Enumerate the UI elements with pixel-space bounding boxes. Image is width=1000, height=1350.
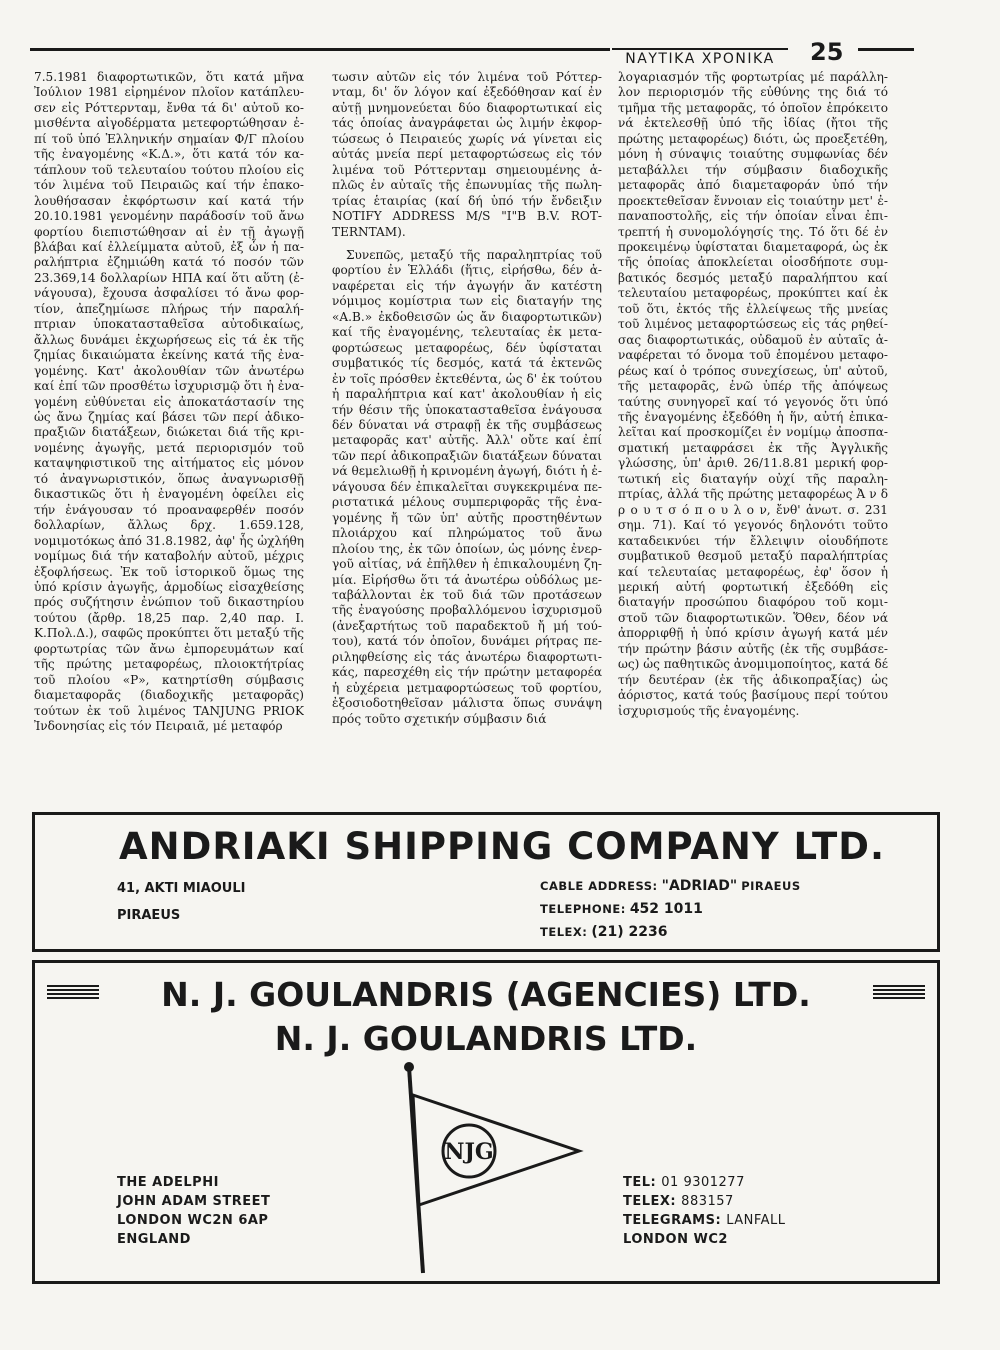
london-contacts — [623, 1173, 786, 1249]
paragraph: τωσιν αὐτῶν εἰς τόν λιμένα τοῦ Ρόττερνταμ, δι' ὅν λόγον καί ἐξεδόθησαν καί ἐν αὐτῇ μνημονεύεται δύο διαφορτωτικαί εἰς τάς ὁποίας ἀναγράφεται ὡς λιμήν ἐκφορτώσεως ὁ Πειραιεύς χωρίς νά γίνεται εἰς αὐτάς μνεία περί μεταφορτώσεως εἰς τόν λιμένα τοῦ Ρόττερνταμ σημειουμένης ἁπλῶς ἐν αὐταῖς τῆς ἐπωνυμίας τῆς πωλητρίας ἑταιρίας (καί δή ὑπό τήν ἔνδειξιν NOTIFY ADDRESS M/S "I"B B.V. ROTTERNTAM). — [332, 70, 602, 239]
header-rule-right — [858, 48, 914, 51]
telex-value: (21) 2236 — [591, 924, 668, 940]
london-address — [117, 1173, 270, 1249]
telex — [540, 921, 801, 944]
telegrams — [623, 1211, 786, 1230]
address-line: ENGLAND — [117, 1232, 191, 1247]
masthead: ΝΑΥΤΙΚΑ ΧΡΟΝΙΚΑ — [625, 51, 775, 67]
company-subtitle: N. J. GOULANDRIS LTD. — [274, 1019, 698, 1058]
address-line: THE ADELPHI — [117, 1175, 219, 1190]
tel-value: 01 9301277 — [661, 1175, 745, 1190]
telegrams-city: LONDON WC2 — [623, 1232, 728, 1247]
page-number: 25 — [810, 38, 844, 66]
telegrams-value: LANFALL — [726, 1213, 786, 1228]
cable-value: "ADRIAD" — [661, 878, 738, 894]
article-column-1 — [34, 70, 304, 810]
cable-city: PIRAEUS — [741, 879, 801, 893]
paragraph: Συνεπῶς, μεταξύ τῆς παραληπτρίας τοῦ φορτίου ἐν Ἑλλάδι (ἥτις, εἰρήσθω, δέν ἀναφέρεται εἰς τήν ἀγωγήν ἄν κατέστη νόμιμος κομίστρια των εἰς διαταγήν της «Α.Β.» ἐκδοθεισῶν ὡς ἄν διαφορτωτικῶν) καί τῆς ἐναγομένης, τελευταίας ἐκ μεταφορτώσεως μεταφορέως, δέν ὑφίσταται συμβατικός τίς δεσμός, κατά τά ἐκτενῶς ἐν τοῖς πρόσθεν ἐκτεθέντα, ὡς δ' ἐκ τούτου ἡ παραλήπτρια καί κατ' ἀκολουθίαν ἡ εἰς τήν θέσιν τῆς ὑποκατασταθεῖσα ἐνάγουσα δέν δύναται νά στραφῇ ἐκ τῆς συμβάσεως μεταφορᾶς κατ' αὐτῆς. Ἀλλ' οὔτε καί ἐπί τῶν περί ἀδικοπραξιῶν διατάξεων δύναται νά θεμελιωθῇ ἡ κρινομένη ἀγωγή, διότι ἡ ἐνάγουσα δέν ἐπικαλεῖται συγκεκριμένα περιστατικά μέλους συμπεριφορᾶς τῆς ἐναγομένης ἤ τῶν ὑπ' αὐτῆς προστηθέντων πλοιάρχου καί πληρώματος τοῦ ἄνω πλοίου της, ἐκ τῶν ὁποίων, ὡς μόνης ἐνεργοῦ αἰτίας, νά ἐπῆλθεν ἡ ἐπικαλουμένη ζημία. Εἰρήσθω ὅτι τά ἀνωτέρω οὐδόλως μεταβάλλονται ἐκ τοῦ διά τῶν προτάσεων τῆς ἐναγούσης προβαλλόμενου ἰσχυρισμοῦ (ἀνεξαρτήτως τοῦ παραδεκτοῦ ἤ μή τούτου), κατά τόν ὁποῖον, δυνάμει ρήτρας περιληφθείσης εἰς τάς ἀνωτέρω διαφορτωτικάς, παρεσχέθη εἰς τήν πρώτην μεταφορέα ἡ εὐχέρεια μετμαφορτώσεως τοῦ φορτίου, ἐξοσιοδοτηθεῖσαν μάλιστα ὅπως συνάψη πρός τοῦτο σχετικήν σύμβασιν διά — [332, 247, 602, 726]
company-name: ANDRIAKI SHIPPING COMPANY LTD. — [119, 825, 886, 868]
tel — [623, 1173, 786, 1192]
telephone — [540, 898, 801, 921]
cable-address — [540, 875, 801, 898]
telephone-label: TELEPHONE: — [540, 902, 626, 916]
telegrams-label: TELEGRAMS: — [623, 1213, 722, 1228]
article-column-3 — [618, 70, 888, 810]
address-line: 41, AKTI MIAOULI — [117, 881, 246, 896]
paragraph: 7.5.1981 διαφορτωτικῶν, ὅτι κατά μῆνα Ἰούλιον 1981 εἰρημένον πλοῖον κατάπλευσεν εἰς Ρόττερνταμ, ἔνθα τά δι' αὐτοῦ κομισθέντα αἰγοδέρματα μετεφορτώθησαν ἐπί τοῦ ὑπό Ἑλληνικήν σημαίαν Φ/Γ πλοίου τῆς ἐναγομένης «Κ.Δ.», ὅτι κατά τόν κατάπλουν τοῦ τελευταίου τούτου πλοίου εἰς τόν λιμένα τοῦ Πειραιῶς καί τήν ἐπακολουθήσασαν ἐκφόρτωσιν καί κατά τήν 20.10.1981 γενομένην παράδοσίν τοῦ ἄνω φορτίου διεπιστώθησαν αἱ ἐν τῇ ἀγωγῇ βλάβαι καί ἐλλείμματα αὐτοῦ, ἐξ ὧν ἡ παραλήπτρια ἐζημιώθη κατά τό ποσόν τῶν 23.369,14 δολλαρίων ΗΠΑ καί ὅτι αὕτη (ἐνάγουσα), ἔχουσα ἀσφαλίσει τό ἄνω φορτίον, ἀπεζημίωσε πλήρως τήν παραλήπτριαν ὑποκατασταθεῖσα αὐτοδικαίως, ἄλλως δυνάμει ἐκχωρήσεως εἰς τά ἐκ τῆς ζημίας δικαιώματα ἐκείνης κατά τῆς ἐναγομένης. Κατ' ἀκολουθίαν τῶν ἀνωτέρω καί ἐπί τῶν προσθέτω ἰσχυρισμῷ ὅτι ἡ ἐναγομένη εὐθύνεται εἰς ἀποκατάστασίν της ὡς ἄνω ζημίας καί βάσει τῶν περί ἀδικοπραξιῶν διατάξεων, διώκεται διά τῆς κρινομένης ἀγωγῆς, μετά περιορισμόν τοῦ καταψηφιστικοῦ της αἰτήματος εἰς μόνον τό ἀναγνωριστικόν, ὅπως ἀναγνωρισθῇ δικαστικῶς ὅτι ἡ ἐναγομένη ὀφείλει εἰς τήν ἐνάγουσαν τό προαναφερθέν ποσόν δολλαρίων, ἄλλως δρχ. 1.659.128, νομιμοτόκως ἀπό 31.8.1982, ἀφ' ἧς ὡχλήθη νομίμως διά τήν καταβολήν αὐτοῦ, μέχρις ἐξοφλήσεως. Ἐκ τοῦ ἱστορικοῦ ὅμως της ὑπό κρίσιν ἀγωγῆς, ἁρμοδίως εἰσαχθείσης πρός συζήτησιν ἐνώπιον τοῦ δικαστηρίου τούτου (ἄρθρ. 18,25 παρ. 2,40 παρ. Ι. Κ.Πολ.Δ.), σαφῶς προκύπτει ὅτι μεταξύ τῆς φορτωτρίας τῶν ἄνω ἐμπορευμάτων καί τῆς πρώτης μεταφορέως, πλοιοκτήτρίας τοῦ πλοίου «Ρ», κατηρτίσθη σύμβασις διαμεταφορᾶς (διαδοχικῆς μεταφορᾶς) τούτων ἐκ τοῦ λιμένος TANJUNG PRIOK Ἰνδονησίας εἰς τόν Πειραιᾶ, μέ μεταφόρ — [34, 70, 304, 734]
telex-value: 883157 — [681, 1194, 734, 1209]
company-title: N. J. GOULANDRIS (AGENCIES) LTD. — [161, 975, 811, 1014]
article-column-2 — [332, 70, 602, 810]
address-line: PIRAEUS — [117, 908, 181, 923]
telex-label: TELEX: — [623, 1194, 677, 1209]
goulandris-advertisement — [32, 960, 940, 1284]
address-line: JOHN ADAM STREET — [117, 1194, 271, 1209]
company-address — [117, 875, 245, 929]
house-flag-icon — [391, 1055, 591, 1275]
telex — [623, 1192, 786, 1211]
flag-monogram: NJG — [444, 1139, 494, 1165]
company-contacts — [540, 875, 801, 944]
header-rule-middle — [612, 48, 788, 50]
paragraph: λογαριασμόν τῆς φορτωτρίας μέ παράλληλον περιορισμόν τῆς εὐθύνης της διά τό τμῆμα τῆς μεταφορᾶς, τό ὁποῖον ἐπρόκειτο νά ἐκτελεσθῇ ὑπό τῆς ἰδίας (ἤτοι τῆς πρώτης μεταφορέως) διότι, ὡς προεξετέθη, μόνη ἡ σύναψις τοιαύτης συμφωνίας δέν μεταβάλλει τήν σύμβασιν διαδοχικῆς μεταφορᾶς ἀπό διαμεταφοράν ὑπό τήν προεκτεθεῖσαν ἔννοιαν εἰς τοιαύτην μετ' ἐπαναποστολῆς, εἰς τήν ὁποίαν εἶναι ἐπιτρεπτή ἡ συνομολόγησίς της. Τό ὅτι δέ ἐν προκειμένῳ ὑφίσταται διαμεταφορά, ὡς ἐκ τῆς ὁποίας ἀποκλείεται οἱοσδήποτε συμβατικός δεσμός μεταξύ παραλήπτου καί τελευταίου μεταφορέως, προκύπτει καί ἐκ τοῦ ὅτι, ἐκτός τῆς ἐλλείψεως τῆς μνείας τοῦ λιμένος μεταφορτώσεως εἰς τάς ρηθείσας διαφορτωτικάς, οὐδαμοῦ ἐν αὐταῖς ἀναφέρεται τό ὄνομα τοῦ ἑπομένου μεταφορέως καί ὁ τρόπος συνεχίσεως, ὑπ' αὐτοῦ, τῆς μεταφορᾶς, ἐνῶ ὑπέρ τῆς ἀπόψεως ταύτης συνηγορεῖ καί τό γεγονός ὅτι ὑπό τῆς ἐναγομένης ἐξεδόθη ἡ ἥν, αὐτή ἐπικαλεῖται καί προσκομίζει ἐν νομίμῳ ἀποσπασματική μεταφράσει ἐκ τῆς Ἀγγλικῆς γλώσσης, ὑπ' ἀριθ. 26/11.8.81 μερική φορτωτική εἰς διαταγήν οὐχί τῆς παραληπτρίας, ἀλλά τῆς πρώτης μεταφορέως Ἀ ν δ ρ ο υ τ σ ό π ο υ λ ο ν, ἔνθ' ἀνωτ. σ. 231 σημ. 71). Καί τό γεγονός δηλονότι τοῦτο καταδεικνύει τήν ἔλλειψιν οἱουδήποτε συμβατικοῦ θεσμοῦ μεταξύ παραλήπτρίας καί τελευταίας μεταφορέως, ἐφ' ὅσον ἡ μερική αὐτή φορτωτική ἐξεδόθη εἰς διαταγήν προσώπου διαφόρου τοῦ κομιστοῦ τῶν διαφορτωτικῶν. Ὅθεν, δέον νά ἀπορριφθῇ ἡ ὑπό κρίσιν ἀγωγή κατά μέν τήν πρώτην βάσιν αὐτῆς (ἐκ τῆς συμβάσεως) ὡς παθητικῶς ἀνομιμοποίητος, κατά δέ τήν δευτέραν (ἐκ τῆς ἀδικοπραξίας) ὡς ἀόριστος, κατά τούς βασίμους περί τούτου ἰσχυρισμούς τῆς ἐναγομένης. — [618, 70, 888, 718]
tel-label: TEL: — [623, 1175, 657, 1190]
andriaki-advertisement — [32, 812, 940, 952]
address-line: LONDON WC2N 6AP — [117, 1213, 269, 1228]
telephone-value: 452 1011 — [629, 901, 703, 917]
header-rule-left — [30, 48, 610, 51]
cable-label: CABLE ADDRESS: — [540, 879, 658, 893]
telex-label: TELEX: — [540, 925, 588, 939]
